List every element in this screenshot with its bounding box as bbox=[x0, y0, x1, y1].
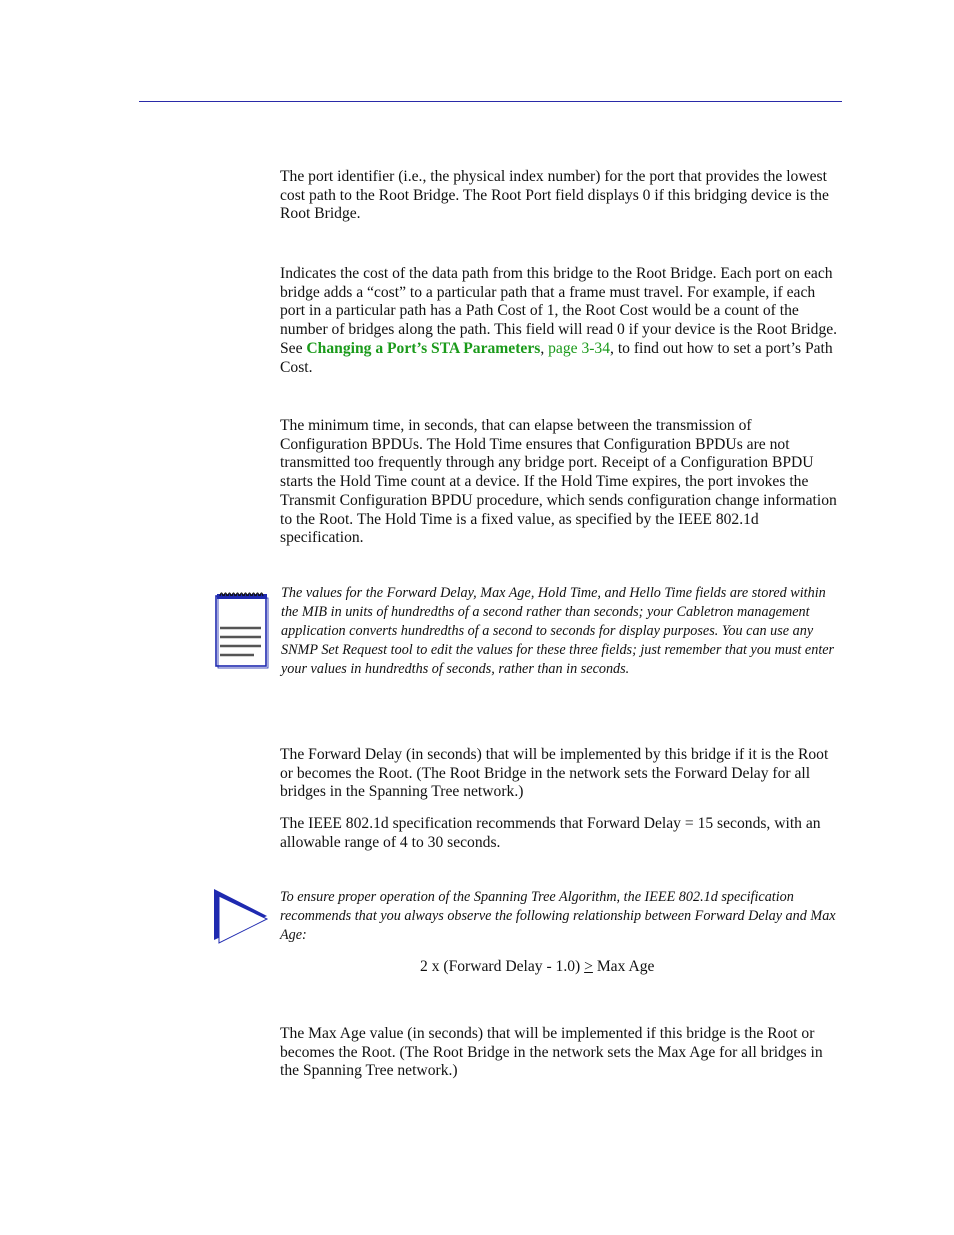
max-age-description: The Max Age value (in seconds) that will be implemented if this bridge is the Root or becomes the Root. (The Root Bridge in the network sets the Max Age for all bridges in the Spanning Tree network.) bbox=[280, 1025, 823, 1080]
sta-parameters-link[interactable]: Changing a Port’s STA Parameters bbox=[306, 339, 541, 357]
caution-triangle-icon bbox=[211, 886, 269, 944]
note-text: The values for the Forward Delay, Max Age, Hold Time, and Hello Time fields are stored within the MIB in units of hundredths of a second rather than seconds; your Cabletron management application converts hundredths of a second to seconds for display purposes. You can use any SNMP Set Request tool to edit the values for these three fields; just remember that you must enter your values in hundredths of seconds, rather than in seconds. bbox=[281, 585, 835, 677]
forward-delay-formula bbox=[420, 957, 654, 976]
root-cost-text-end: , to find out how to set a port’s Path Cost. bbox=[280, 339, 833, 376]
root-cost-text: Indicates the cost of the data path from this bridge to the Root Bridge. Each port on each bridge adds a “cost” to a particular path that a frame must travel. For example, if each port in a particular path has a Path Cost of 1, the Root Cost would be a count of the number of bridges along the path. This field will read 0 if your device is the Root Bridge. See bbox=[280, 265, 838, 357]
caution-text: To ensure proper operation of the Spanning Tree Algorithm, the IEEE 802.1d specification recommends that you always observe the following relationship between Forward Delay and Max Age: bbox=[280, 889, 836, 943]
formula-left: 2 x (Forward Delay - 1.0) bbox=[420, 958, 585, 975]
hold-time-description: The minimum time, in seconds, that can elapse between the transmission of Configuration BPDUs. The Hold Time ensures that Configuration BPDUs are not transmitted too frequently through any bridge port. Receipt of a Configuration BPDU starts the Hold Time count at a device. If the Hold Time expires, the port invokes the Transmit Configuration BPDU procedure, which sends configuration change information to the Root. The Hold Time is a fixed value, as specified by the IEEE 802.1d specification. bbox=[280, 417, 837, 547]
page-reference-link[interactable]: page 3-34 bbox=[548, 339, 611, 357]
formula-right: Max Age bbox=[592, 958, 655, 975]
root-port-description: The port identifier (i.e., the physical index number) for the port that provides the lowest cost path to the Root Bridge. The Root Port field displays 0 if this bridging device is the Root Bridge. bbox=[280, 168, 829, 223]
forward-delay-recommendation: The IEEE 802.1d specification recommends that Forward Delay = 15 seconds, with an allowable range of 4 to 30 seconds. bbox=[280, 815, 821, 851]
formula-operator: > bbox=[584, 958, 593, 975]
root-cost-description bbox=[280, 265, 842, 377]
notepad-icon bbox=[214, 587, 270, 669]
link-separator: , bbox=[540, 339, 549, 357]
forward-delay-description: The Forward Delay (in seconds) that will be implemented by this bridge if it is the Root or becomes the Root. (The Root Bridge in the network sets the Forward Delay for all bridges in the Spanning Tree network.) bbox=[280, 746, 829, 801]
header-rule bbox=[139, 101, 842, 102]
